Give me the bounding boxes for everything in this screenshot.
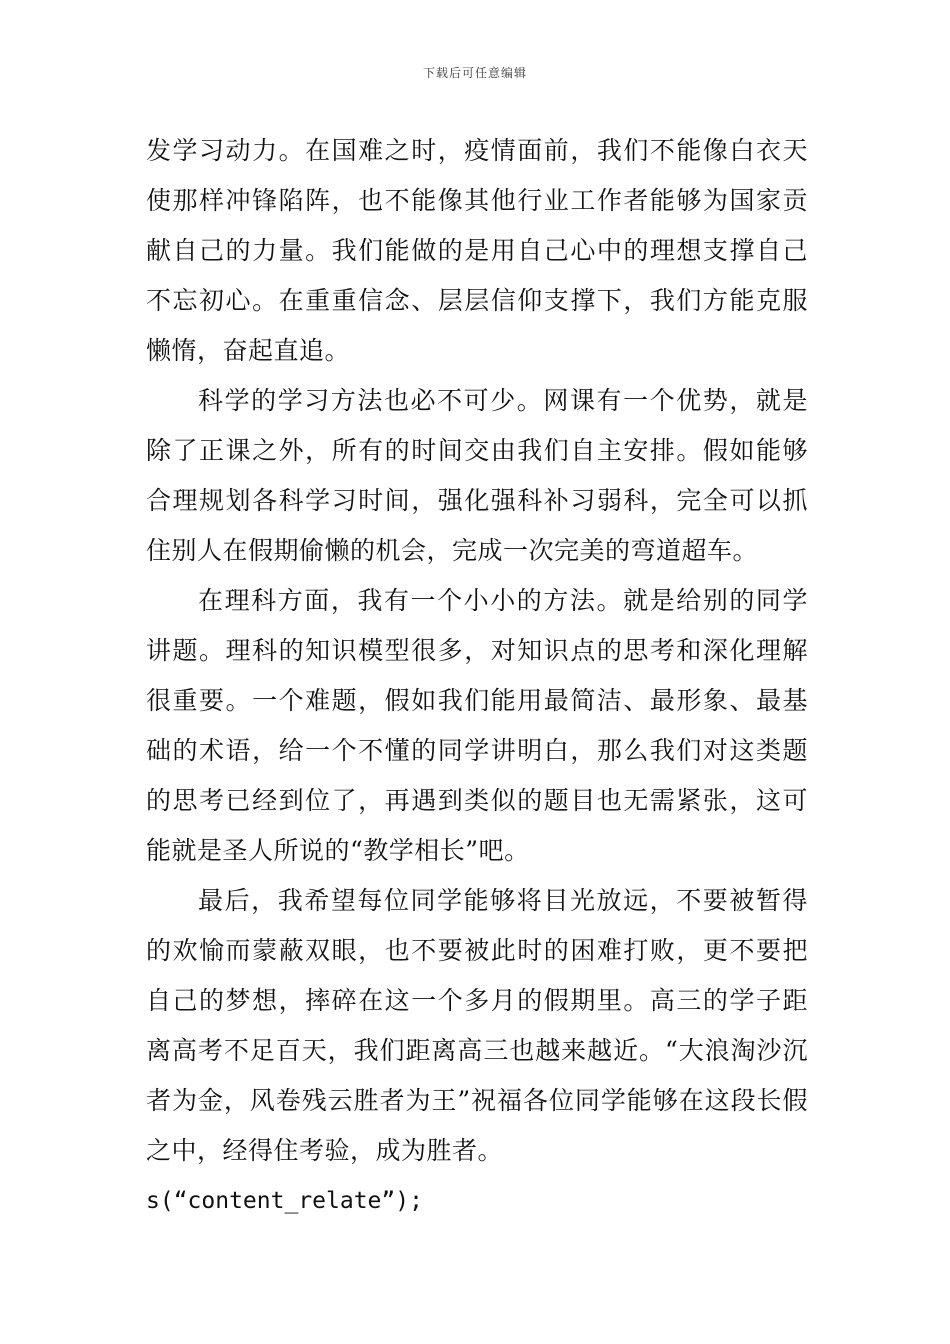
paragraph-science-method: 在理科方面，我有一个小小的方法。就是给别的同学讲题。理科的知识模型很多，对知识点的思考和深化理解很重要。一个难题，假如我们能用最简洁、最形象、最基础的术语，给一个不懂的同学讲明白，那么我们对这类题的思考已经到位了，再遇到类似的题目也无需紧张，这可能就是圣人所说的“教学相长”吧。 xyxy=(146,586,808,865)
page-header: 下载后可任意编辑 xyxy=(422,66,527,80)
trailing-code-line: s(“content_relate”); xyxy=(146,1188,423,1214)
paragraph-study-method: 科学的学习方法也必不可少。网课有一个优势，就是除了正课之外，所有的时间交由我们自主安排。假如能够合理规划各科学习时间，强化强科补习弱科，完全可以抓住别人在假期偷懒的机会，完成一次完美的弯道超车。 xyxy=(146,386,808,565)
document-body xyxy=(146,126,808,1226)
paragraph-continuation: 发学习动力。在国难之时，疫情面前，我们不能像白衣天使那样冲锋陷阵，也不能像其他行业工作者能够为国家贡献自己的力量。我们能做的是用自己心中的理想支撑自己不忘初心。在重重信念、层层信仰支撑下，我们方能克服懒惰，奋起直追。 xyxy=(146,136,808,365)
paragraph-closing: 最后，我希望每位同学能够将目光放远，不要被暂得的欢愉而蒙蔽双眼，也不要被此时的困难打败，更不要把自己的梦想，摔碎在这一个多月的假期里。高三的学子距离高考不足百天，我们距离高三也越来越近。“大浪淘沙沉者为金，风卷残云胜者为王”祝福各位同学能够在这段长假之中，经得住考验，成为胜者。 xyxy=(146,886,808,1165)
